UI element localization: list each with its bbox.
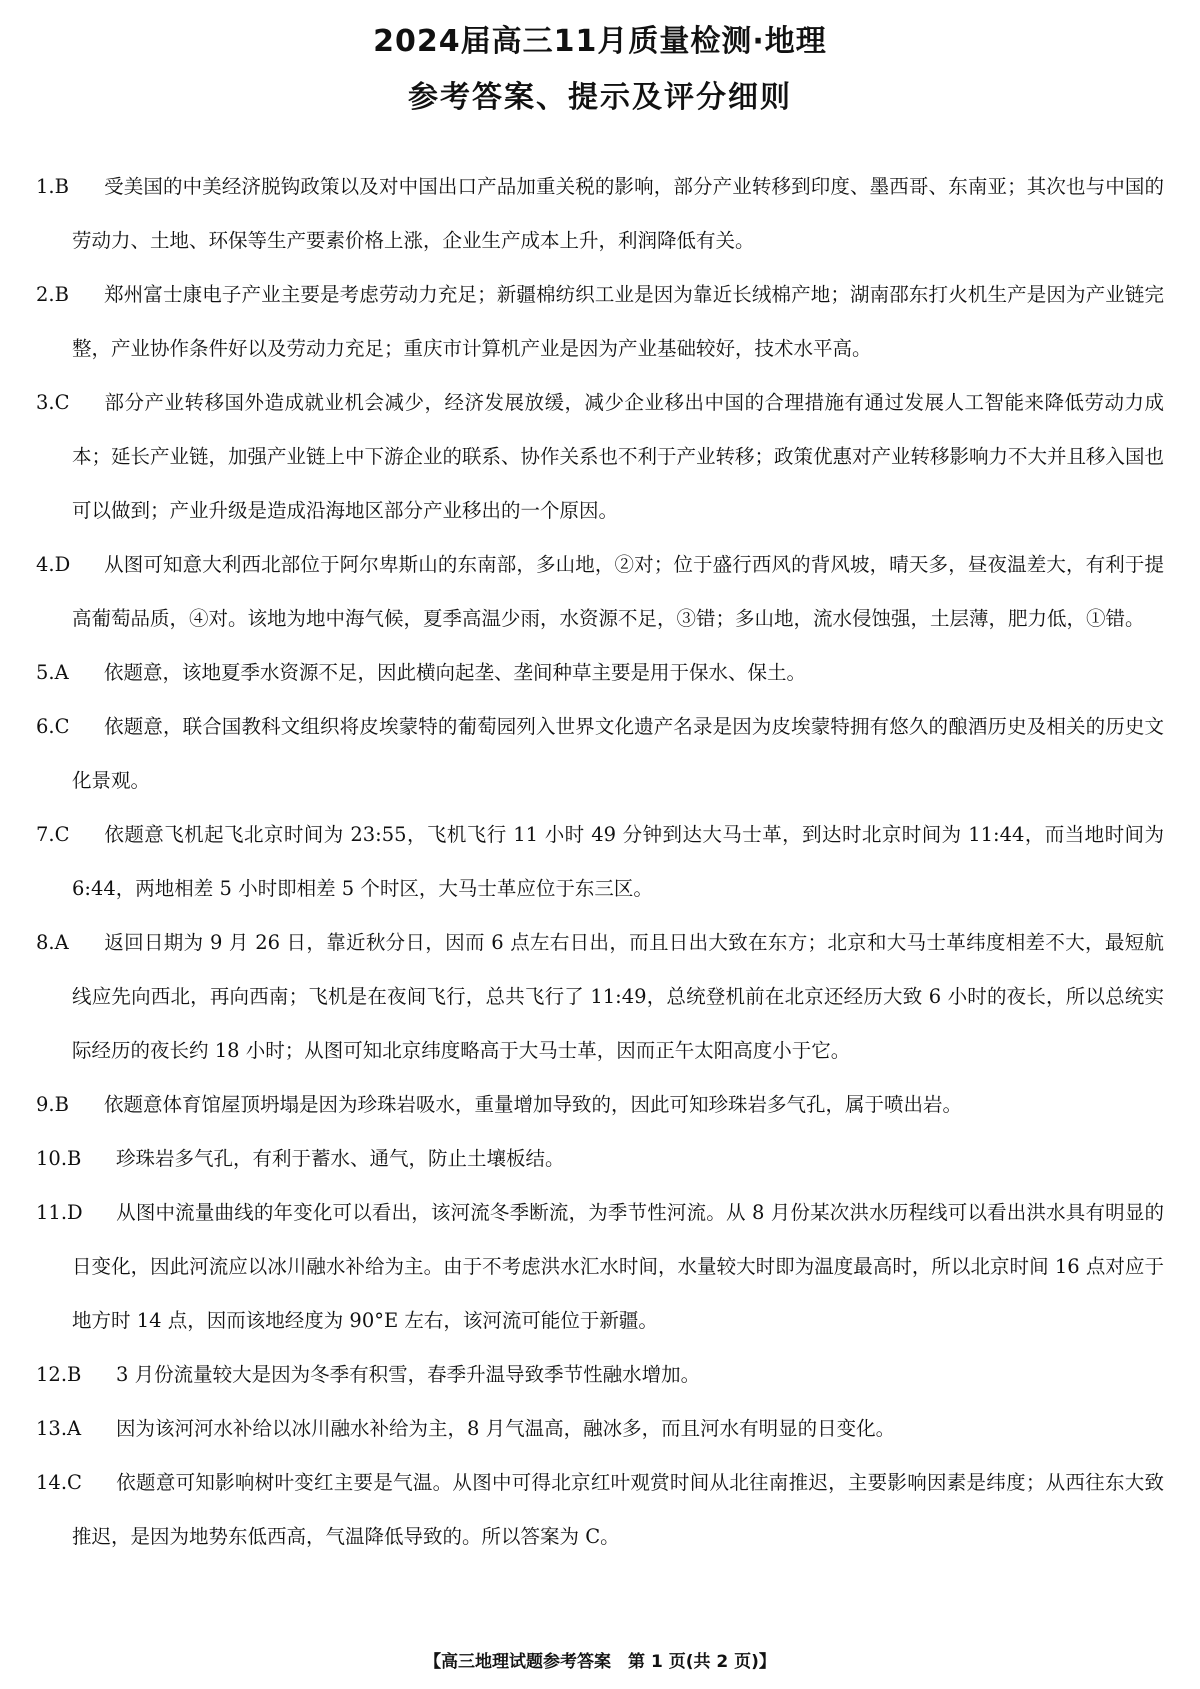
answer-text: 珍珠岩多气孔，有利于蓄水、通气，防止土壤板结。 bbox=[116, 1147, 565, 1170]
answer-number: 4.D bbox=[36, 553, 71, 576]
answer-item-13 bbox=[36, 1402, 1164, 1456]
answer-item-9 bbox=[36, 1078, 1164, 1132]
page-subtitle: 参考答案、提示及评分细则 bbox=[408, 80, 792, 115]
answer-item-8 bbox=[36, 916, 1164, 1078]
answer-item-6 bbox=[36, 700, 1164, 808]
answer-list bbox=[36, 160, 1164, 1564]
answer-text: 依题意，联合国教科文组织将皮埃蒙特的葡萄园列入世界文化遗产名录是因为皮埃蒙特拥有悠久的酿酒历史及相关的历史文化景观。 bbox=[72, 715, 1164, 792]
answer-item-11 bbox=[36, 1186, 1164, 1348]
answer-text: 依题意体育馆屋顶坍塌是因为珍珠岩吸水，重量增加导致的，因此可知珍珠岩多气孔，属于喷出岩。 bbox=[104, 1093, 963, 1116]
answer-number: 8.A bbox=[36, 931, 69, 954]
answer-number: 14.C bbox=[36, 1471, 82, 1494]
answer-number: 1.B bbox=[36, 175, 69, 198]
answer-text: 部分产业转移国外造成就业机会减少，经济发展放缓，减少企业移出中国的合理措施有通过发展人工智能来降低劳动力成本；延长产业链，加强产业链上中下游企业的联系、协作关系也不利于产业转移；政策优惠对产业转移影响力不大并且移入国也可以做到；产业升级是造成沿海地区部分产业移出的一个原因。 bbox=[72, 391, 1165, 522]
answer-text: 从图中流量曲线的年变化可以看出，该河流冬季断流，为季节性河流。从 8 月份某次洪水历程线可以看出洪水具有明显的日变化，因此河流应以冰川融水补给为主。由于不考虑洪水汇水时间，水量较大时即为温度最高时，所以北京时间 16 点对应于地方时 14 点，因而该地经度为 90°E 左右，该河流可能位于新疆。 bbox=[72, 1201, 1164, 1332]
answer-number: 6.C bbox=[36, 715, 70, 738]
answer-text: 郑州富士康电子产业主要是考虑劳动力充足；新疆棉纺织工业是因为靠近长绒棉产地；湖南邵东打火机生产是因为产业链完整，产业协作条件好以及劳动力充足；重庆市计算机产业是因为产业基础较好，技术水平高。 bbox=[72, 283, 1164, 360]
answer-text: 依题意可知影响树叶变红主要是气温。从图中可得北京红叶观赏时间从北往南推迟，主要影响因素是纬度；从西往东大致推迟，是因为地势东低西高，气温降低导致的。所以答案为 C。 bbox=[72, 1471, 1164, 1548]
answer-item-14 bbox=[36, 1456, 1164, 1564]
page-title: 2024届高三11月质量检测·地理 bbox=[373, 24, 827, 59]
answer-text: 依题意，该地夏季水资源不足，因此横向起垄、垄间种草主要是用于保水、保土。 bbox=[104, 661, 807, 684]
answer-number: 10.B bbox=[36, 1147, 82, 1170]
answer-text: 从图可知意大利西北部位于阿尔卑斯山的东南部，多山地，②对；位于盛行西风的背风坡，晴天多，昼夜温差大，有利于提高葡萄品质，④对。该地为地中海气候，夏季高温少雨，水资源不足，③错；多山地，流水侵蚀强，土层薄，肥力低，①错。 bbox=[72, 553, 1164, 630]
answer-number: 3.C bbox=[36, 391, 70, 414]
answer-item-12 bbox=[36, 1348, 1164, 1402]
answer-text: 3 月份流量较大是因为冬季有积雪，春季升温导致季节性融水增加。 bbox=[116, 1363, 701, 1386]
answer-item-7 bbox=[36, 808, 1164, 916]
answer-number: 5.A bbox=[36, 661, 69, 684]
answer-number: 11.D bbox=[36, 1201, 83, 1224]
answer-item-2 bbox=[36, 268, 1164, 376]
answer-item-3 bbox=[36, 376, 1164, 538]
answer-text: 因为该河河水补给以冰川融水补给为主，8 月气温高，融冰多，而且河水有明显的日变化。 bbox=[116, 1417, 896, 1440]
answer-number: 2.B bbox=[36, 283, 69, 306]
answer-text: 受美国的中美经济脱钩政策以及对中国出口产品加重关税的影响，部分产业转移到印度、墨西哥、东南亚；其次也与中国的劳动力、土地、环保等生产要素价格上涨，企业生产成本上升，利润降低有关。 bbox=[72, 175, 1164, 252]
answer-text: 依题意飞机起飞北京时间为 23:55，飞机飞行 11 小时 49 分钟到达大马士革，到达时北京时间为 11:44，而当地时间为 6:44，两地相差 5 小时即相差 5 个时区，大马士革应位于东三区。 bbox=[72, 823, 1164, 900]
page-footer: 【高三地理试题参考答案 第 1 页(共 2 页)】 bbox=[424, 1652, 776, 1672]
answer-item-1 bbox=[36, 160, 1164, 268]
answer-number: 13.A bbox=[36, 1417, 82, 1440]
answer-text: 返回日期为 9 月 26 日，靠近秋分日，因而 6 点左右日出，而且日出大致在东方；北京和大马士革纬度相差不大，最短航线应先向西北，再向西南；飞机是在夜间飞行，总共飞行了 11:49，总统登机前在北京还经历大致 6 小时的夜长，所以总统实际经历的夜长约 18 小时；从图可知北京纬度略高于大马士革，因而正午太阳高度小于它。 bbox=[72, 931, 1164, 1062]
answer-number: 9.B bbox=[36, 1093, 69, 1116]
answer-item-10 bbox=[36, 1132, 1164, 1186]
answer-number: 12.B bbox=[36, 1363, 82, 1386]
answer-item-5 bbox=[36, 646, 1164, 700]
answer-number: 7.C bbox=[36, 823, 70, 846]
answer-item-4 bbox=[36, 538, 1164, 646]
